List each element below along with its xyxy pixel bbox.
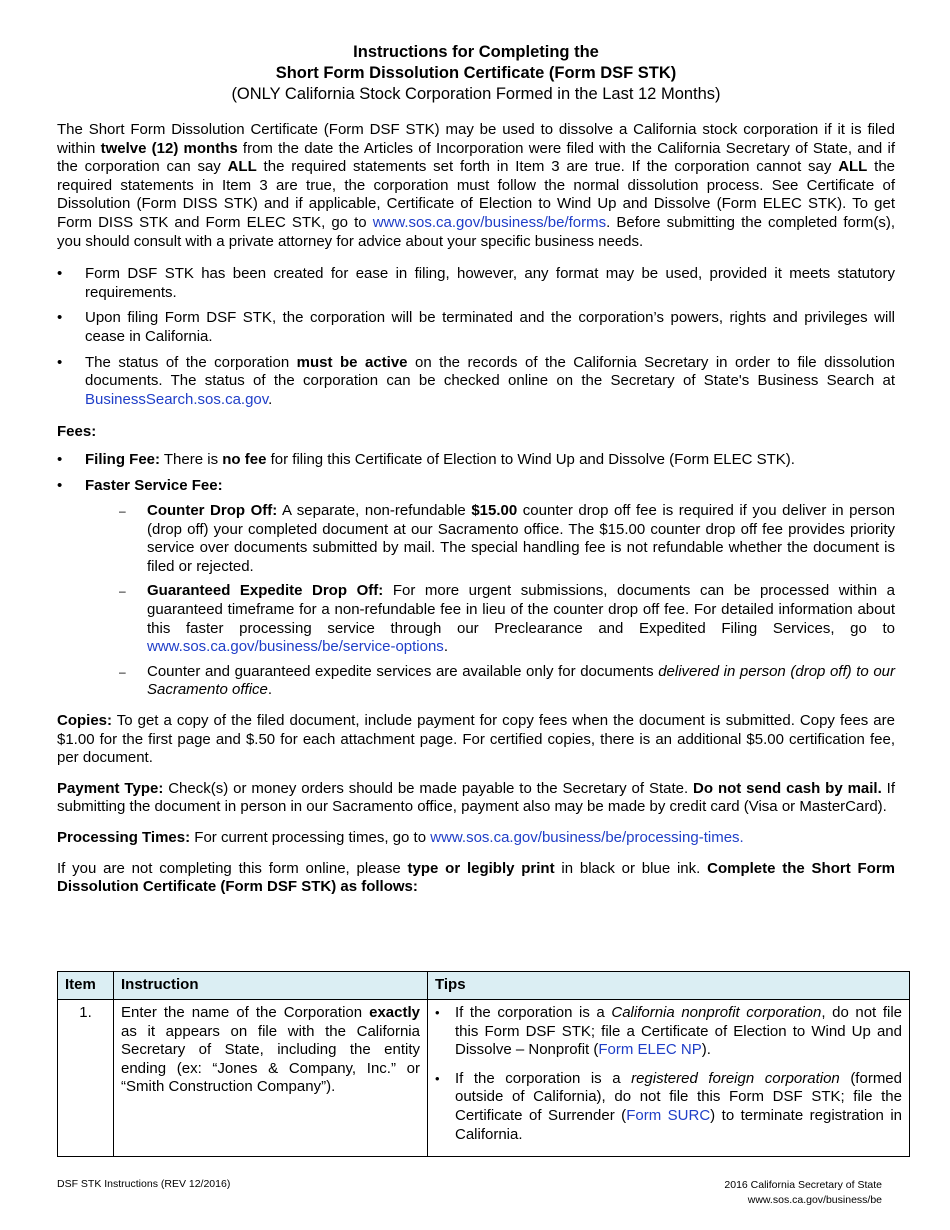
footer-publisher <box>724 1178 882 1208</box>
header-item: Item <box>58 972 114 1000</box>
bullet-termination: • Upon filing Form DSF STK, the corporation will be terminated and the corporation’s powers, rights and privileges will cease in California. <box>57 309 895 346</box>
bullet-format: • Form DSF STK has been created for ease in filing, however, any format may be used, provided it meets statutory requirements. <box>57 265 895 302</box>
footer-copyright: 2016 California Secretary of State <box>724 1179 882 1191</box>
title-line-2: Short Form Dissolution Certificate (Form DSF STK) <box>275 64 677 82</box>
form-elec-np-link[interactable]: Form ELEC NP <box>598 1041 702 1059</box>
in-person-note-item: – Counter and guaranteed expedite services are available only for documents delivered in person (drop off) to our Sacramento office. <box>119 663 895 700</box>
faster-service-item: • Faster Service Fee: – Counter Drop Off: A separate, non-refundable $15.00 counter drop off fee is required if you deliver in person (drop off) your completed document at our Sacramento office. The $15.00 counter drop off fee provides priority service over documents submitted by mail. The special handling fee is not refundable whether the document is filed or rejected. – Guaranteed Expedite Drop Off: For more urgent submissions, documents can be processed within a guaranteed timeframe for a non-refundable fee in lieu of the counter drop off fee. For detailed information about this faster processing service through our Preclearance and Expedited Filing Services, go to www.sos.ca.gov/business/be/service-options. – Counter and guaranteed expedite services are available only for documents delivered in person (drop off) to our Sacramento office. <box>57 477 895 701</box>
row-tips <box>428 1000 910 1157</box>
table-header-row <box>58 972 910 1000</box>
instruction-table <box>57 971 910 1157</box>
header-tips: Tips <box>428 972 910 1000</box>
info-bullets <box>57 265 895 409</box>
row-item-number: 1. <box>58 1000 114 1157</box>
processing-times-link[interactable]: www.sos.ca.gov/business/be/processing-times. <box>430 829 744 846</box>
form-surc-link[interactable]: Form SURC <box>626 1106 711 1124</box>
tip-nonprofit: • If the corporation is a California nonprofit corporation, do not file this Form DSF STK; file a Certificate of Election to Wind Up and Dissolve – Nonprofit (Form ELEC NP). <box>435 1004 902 1060</box>
footer-revision: DSF STK Instructions (REV 12/2016) <box>57 1178 231 1190</box>
subtitle: (ONLY California Stock Corporation Formed in the Last 12 Months) <box>231 85 721 103</box>
row-instruction: Enter the name of the Corporation exactly as it appears on file with the California Secretary of State, including the entity ending (ex: “Jones & Company, Inc.” or “Smith Construction Company”). <box>114 1000 428 1157</box>
complete-paragraph: If you are not completing this form online, please type or legibly print in black or blue ink. Complete the Short Form Dissolution Certificate (Form DSF STK) as follows: <box>57 859 896 896</box>
forms-link[interactable]: www.sos.ca.gov/business/be/forms <box>372 213 607 231</box>
document-page <box>57 42 895 897</box>
footer-url: www.sos.ca.gov/business/be <box>747 1194 882 1206</box>
faster-service-list <box>119 502 895 700</box>
tip-foreign: • If the corporation is a registered foreign corporation (formed outside of California), do not file this Form DSF STK; file the Certificate of Surrender (Form SURC) to terminate registration in California. <box>435 1070 902 1144</box>
bullet-status: • The status of the corporation must be active on the records of the California Secretary in order to file dissolution documents. The status of the corporation can be checked online on the Secretary of State's Business Search at BusinessSearch.sos.ca.gov. <box>57 354 895 410</box>
counter-drop-off-item: – Counter Drop Off: A separate, non-refundable $15.00 counter drop off fee is required if you deliver in person (drop off) your completed document at our Sacramento office. The $15.00 counter drop off fee provides priority service over documents submitted by mail. The special handling fee is not refundable whether the document is filed or rejected. <box>119 502 895 576</box>
payment-paragraph: Payment Type: Check(s) or money orders should be made payable to the Secretary of State. Do not send cash by mail. If submitting the document in person in our Sacramento office, payment also may be made by credit card (Visa or MasterCard). <box>57 779 896 816</box>
table-row <box>58 1000 910 1157</box>
filing-fee-item: • Filing Fee: There is no fee for filing this Certificate of Election to Wind Up and Dissolve (Form ELEC STK). <box>57 451 895 470</box>
copies-paragraph: Copies: To get a copy of the filed document, include payment for copy fees when the document is submitted. Copy fees are $1.00 for the first page and $.50 for each attachment page. For certified copies, there is an additional $5.00 certification fee, per document. <box>57 712 895 767</box>
tips-list <box>435 1004 902 1144</box>
service-options-link[interactable]: www.sos.ca.gov/business/be/service-options <box>147 638 444 656</box>
fees-heading: Fees: <box>57 423 97 441</box>
intro-paragraph: The Short Form Dissolution Certificate (Form DSF STK) may be used to dissolve a California stock corporation if it is filed within twelve (12) months from the date the Articles of Incorporation were filed with the California Secretary of State, and if the corporation can say ALL the required statements set forth in Item 3 are true. If the corporation cannot say ALL the required statements in Item 3 are true, the corporation must follow the normal dissolution process. See Certificate of Dissolution (Form DISS STK) and if applicable, Certificate of Election to Wind Up and Dissolve (Form ELEC STK). To get Form DISS STK and Form ELEC STK, go to www.sos.ca.gov/business/be/forms. Before submitting the completed form(s), you should consult with a private attorney for advice about your specific business needs. <box>57 121 896 250</box>
fees-list <box>57 451 895 700</box>
expedite-drop-off-item: – Guaranteed Expedite Drop Off: For more urgent submissions, documents can be processed within a guaranteed timeframe for a non-refundable fee in lieu of the counter drop off fee. For detailed information about this faster processing service through our Preclearance and Expedited Filing Services, go to www.sos.ca.gov/business/be/service-options. <box>119 582 895 656</box>
business-search-link[interactable]: BusinessSearch.sos.ca.gov <box>85 390 269 408</box>
header-instruction: Instruction <box>114 972 428 1000</box>
title-line-1: Instructions for Completing the <box>353 43 599 61</box>
processing-paragraph: Processing Times: For current processing times, go to www.sos.ca.gov/business/be/processing-times. <box>57 829 744 846</box>
